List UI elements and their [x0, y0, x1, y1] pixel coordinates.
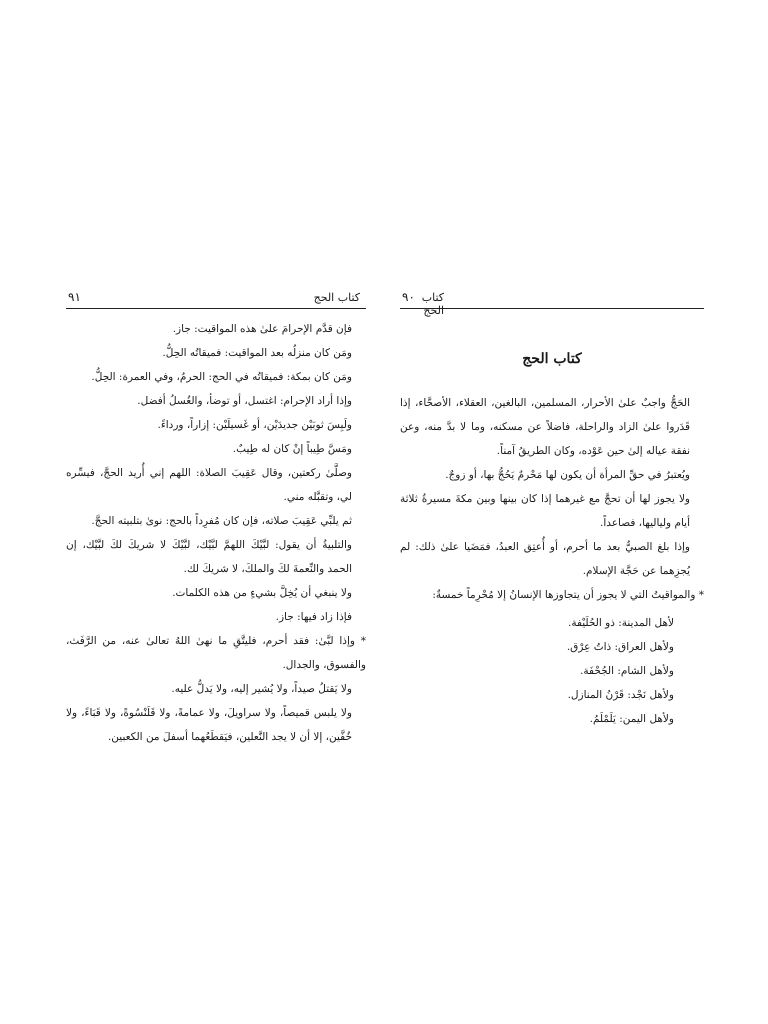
- paragraph: فإن قدَّم الإحرامَ علىٰ هذه المواقيت: جاز.: [172, 323, 352, 335]
- right-page-header: [400, 290, 704, 317]
- paragraph: ولا يلبس قميصاً، ولا سراويلَ، ولا عمامةً، ولا قَلَنْسُوةً، ولا قَبَاءً، ولا خُفَّين، إلا أن لا يجد النَّعلين، فيَقطَعُهما أسفلَ من الكعبين.: [66, 707, 352, 743]
- running-title: كتاب الحج: [313, 291, 360, 304]
- page-number: ٩٠: [402, 290, 415, 304]
- list-item: ولأهل الشام: الجُحْفَة.: [580, 665, 674, 677]
- paragraph: * وإذا لبَّىٰ: فقد أحرم، فليتَّقِ ما نهىٰ اللهُ تعالىٰ عنه، من الرَّفَث، والفسوق، والجدال.: [66, 635, 366, 671]
- paragraph: فإذا زاد فيها: جاز.: [275, 611, 352, 623]
- left-page: [66, 290, 366, 749]
- paragraph: * والمواقيتُ التي لا يجوز أن يتجاوزها الإنسانُ إلا مُحْرِماً خمسةٌ:: [432, 589, 704, 601]
- paragraph: والتلبيةُ أن يقول: لبَّيْكَ اللهمَّ لبَّيْك، لبَّيْكَ لا شريكَ لكَ لبَّيْك، إن الحمد والنِّعمةَ لكَ والملكَ، لا شريكَ لك.: [66, 539, 352, 575]
- left-page-body: [66, 317, 366, 749]
- paragraph: ولَبِسَ ثوبَيْن جديدَيْن، أو غَسيلَيْن: إزاراً، ورداءً.: [157, 419, 352, 431]
- list-item: ولأهل العراق: ذاتُ عِرْق.: [566, 641, 674, 653]
- list-item: لأهل المدينة: ذو الحُلَيْفة.: [567, 617, 674, 629]
- list-item: ولأهل نَجْد: قَرْنُ المنازل.: [567, 689, 674, 701]
- list-item: ولأهل اليمن: يَلَمْلَمُ.: [589, 713, 674, 725]
- running-title: كتاب الحج: [421, 291, 444, 317]
- paragraph: ثم يلبِّي عَقِيبَ صلاته، فإن كان مُفرِداً بالحج: نوىٰ بتلبيته الحجَّ.: [91, 515, 352, 527]
- paragraph: وإذا بلغ الصبيُّ بعد ما أحرم، أو أُعتِق العبدُ، فمَضَيا علىٰ ذلك: لم يُجزِهما عن حَجَّة الإسلام.: [400, 541, 690, 577]
- paragraph: ومَسَّ طِيباً إنْ كان له طِيبٌ.: [232, 443, 352, 455]
- paragraph: الحَجُّ واجبٌ علىٰ الأحرار، المسلمين، البالغين، العقلاء، الأصحَّاء، إذا قَدَروا علىٰ الزاد والراحلة، فاضلاً عن مسكنه، وما لا بدَّ منه، وعن نفقة عياله إلىٰ حين عَوْده، وكان الطريقُ آمناً.: [400, 397, 690, 457]
- paragraph: ويُعتبرُ في حقِّ المرأة أن يكون لها مَحْرمٌ يَحُجُّ بها، أو زوجٌ.: [445, 469, 690, 481]
- paragraph: ولا يجوز لها أن تحجَّ مع غيرهما إذا كان بينها وبين مكةَ مسيرةُ ثلاثة أيام ولياليها، فصاعداً.: [400, 493, 690, 529]
- paragraph: ومَن كان بمكة: فميقاتُه في الحج: الحرمُ، وفي العمرة: الحِلُّ.: [91, 371, 352, 383]
- paragraph: وإذا أراد الإحرام: اغتسل، أو توضأ، والغُسلُ أفضل.: [137, 395, 352, 407]
- right-page: [400, 290, 704, 731]
- paragraph: ومَن كان منزلُه بعد المواقيت: فميقاتُه الحِلُّ.: [162, 347, 352, 359]
- left-page-header: [66, 290, 366, 309]
- paragraph: ولا يَقتلُ صيداً، ولا يُشير إليه، ولا يَدلُّ عليه.: [171, 683, 352, 695]
- right-page-body: [400, 391, 704, 731]
- page-number: ٩١: [68, 290, 81, 304]
- paragraph: وصلَّىٰ ركعتين، وقال عَقِيبَ الصلاة: اللهم إني أُريد الحجَّ، فيسِّره لي، وتقبَّله مني.: [66, 467, 352, 503]
- paragraph: ولا ينبغي أن يُخِلَّ بشيءٍ من هذه الكلمات.: [172, 587, 352, 599]
- chapter-title: كتاب الحج: [522, 351, 582, 367]
